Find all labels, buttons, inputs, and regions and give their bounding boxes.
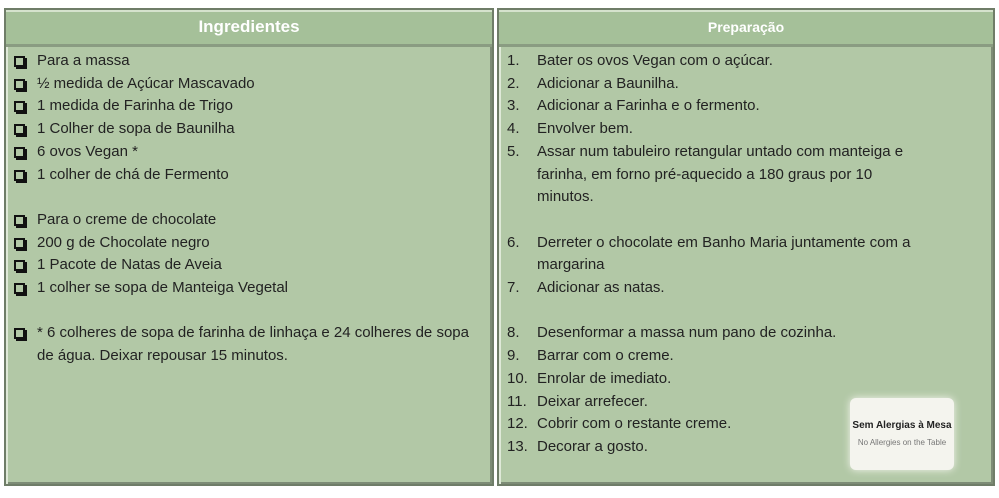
step-item xyxy=(507,368,923,391)
step-item xyxy=(507,345,923,368)
step-number xyxy=(507,300,537,323)
step-number: 8. xyxy=(507,324,520,342)
step-number: 13. xyxy=(507,437,528,455)
ingredient-text: 1 Pacote de Natas de Aveia xyxy=(37,256,222,274)
step-item xyxy=(507,50,923,73)
ingredient-item xyxy=(14,209,484,232)
step-number: 12. xyxy=(507,415,528,433)
step-item xyxy=(507,300,923,323)
ingredient-text: Para a massa xyxy=(37,52,130,69)
ingredient-item xyxy=(14,300,484,323)
ingredient-item xyxy=(14,50,484,73)
step-item xyxy=(507,118,923,141)
ingredient-item xyxy=(14,254,484,277)
checkbox-icon xyxy=(14,283,25,294)
ingredient-text: 200 g de Chocolate negro xyxy=(37,233,210,251)
logo-tagline: No Allergies on the Table xyxy=(857,438,947,447)
step-item xyxy=(507,95,923,118)
step-item xyxy=(507,141,923,209)
step-text: Desenformar a massa num pano de cozinha. xyxy=(537,324,837,342)
checkbox-icon xyxy=(14,170,25,181)
ingredient-item xyxy=(14,186,484,209)
checkbox-icon xyxy=(14,215,25,226)
step-text: Cobrir com o restante creme. xyxy=(537,415,732,433)
step-text: Decorar a gosto. xyxy=(537,437,648,455)
step-number: 10. xyxy=(507,369,528,387)
step-text: Derreter o chocolate em Banho Maria juntamente com a margarina xyxy=(537,233,911,274)
logo xyxy=(850,398,954,470)
step-text: Adicionar as natas. xyxy=(537,279,665,297)
step-text: Deixar arrefecer. xyxy=(537,392,648,410)
step-text: Barrar com o creme. xyxy=(537,347,674,365)
step-item xyxy=(507,73,923,96)
step-text: Adicionar a Baunilha. xyxy=(537,74,679,92)
preparation-header: Preparação xyxy=(499,10,993,47)
checkbox-icon xyxy=(14,56,25,67)
step-number: 7. xyxy=(507,279,520,297)
step-item xyxy=(507,322,923,345)
ingredients-header: Ingredientes xyxy=(6,10,492,47)
ingredient-item xyxy=(14,141,484,164)
checkbox-icon xyxy=(14,260,25,271)
ingredient-text: 6 ovos Vegan * xyxy=(37,142,138,160)
step-number: 3. xyxy=(507,97,520,115)
step-text: Assar num tabuleiro retangular untado com manteiga e farinha, em forno pré-aquecido a 180 graus por 10 minutos. xyxy=(537,142,904,206)
step-number: 4. xyxy=(507,120,520,138)
ingredient-item xyxy=(14,232,484,255)
checkbox-icon xyxy=(14,124,25,135)
ingredients-panel xyxy=(4,8,494,486)
step-number: 2. xyxy=(507,74,520,92)
ingredient-text: * 6 colheres de sopa de farinha de linhaça e 24 colheres de sopa de água. Deixar repousar 15 minutos. xyxy=(37,324,469,365)
ingredient-text: 1 Colher de sopa de Baunilha xyxy=(37,120,235,138)
step-item xyxy=(507,209,923,232)
step-text: Enrolar de imediato. xyxy=(537,369,672,387)
step-number: 1. xyxy=(507,52,520,69)
checkbox-icon xyxy=(14,79,25,90)
step-number: 11. xyxy=(507,392,527,410)
checkbox-icon xyxy=(14,101,25,112)
step-number: 6. xyxy=(507,233,520,251)
step-text: Adicionar a Farinha e o fermento. xyxy=(537,97,760,115)
ingredient-item xyxy=(14,277,484,300)
step-number: 5. xyxy=(507,142,520,160)
step-item xyxy=(507,232,923,277)
ingredient-text: 1 colher de chá de Fermento xyxy=(37,165,229,183)
ingredient-text: 1 medida de Farinha de Trigo xyxy=(37,97,233,115)
ingredient-item xyxy=(14,118,484,141)
ingredients-list xyxy=(14,50,484,368)
step-number xyxy=(507,209,537,232)
step-item xyxy=(507,277,923,300)
step-number: 9. xyxy=(507,347,520,365)
ingredient-text: ½ medida de Açúcar Mascavado xyxy=(37,74,255,92)
ingredient-text: 1 colher se sopa de Manteiga Vegetal xyxy=(37,279,289,297)
ingredient-text: Para o creme de chocolate xyxy=(37,210,217,228)
ingredient-item xyxy=(14,95,484,118)
step-text: Bater os ovos Vegan com o açúcar. xyxy=(537,52,773,69)
checkbox-icon xyxy=(14,147,25,158)
ingredient-item xyxy=(14,322,484,367)
checkbox-icon xyxy=(14,328,25,339)
checkbox-icon xyxy=(14,238,25,249)
ingredient-item xyxy=(14,164,484,187)
step-text: Envolver bem. xyxy=(537,120,633,138)
logo-name: Sem Alergias à Mesa xyxy=(852,420,952,431)
ingredient-item xyxy=(14,73,484,96)
